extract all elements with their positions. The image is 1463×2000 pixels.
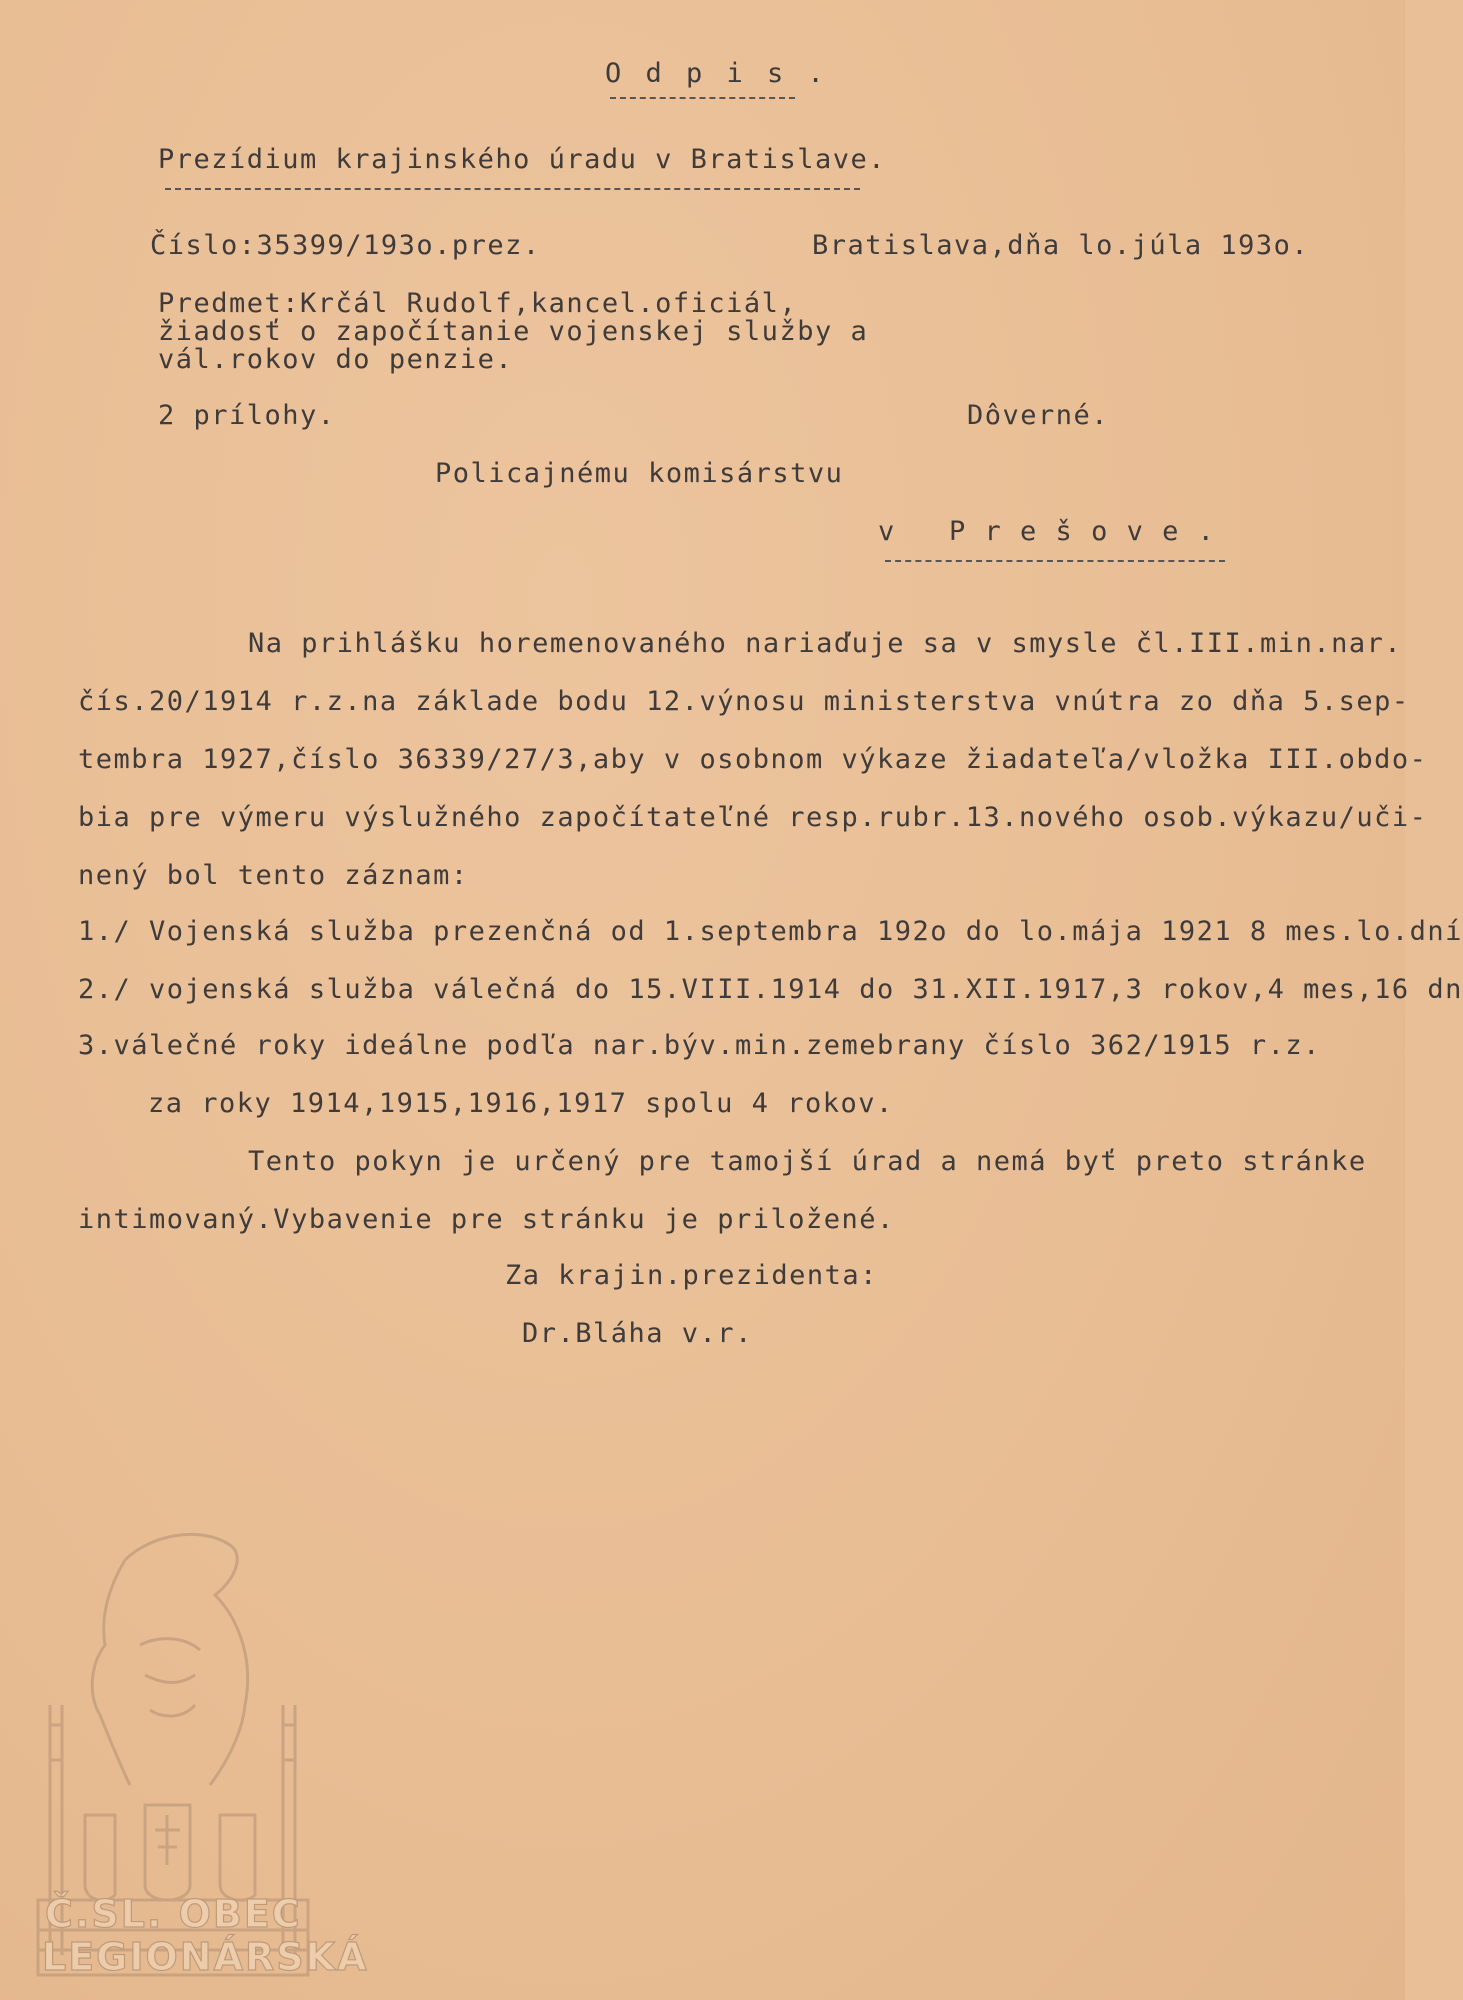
body-paragraph-1-line-1: Na prihlášku horemenovaného nariaďuje sa v smysle čl.III.min.nar. <box>248 628 1403 659</box>
title-underline <box>610 97 795 99</box>
addressee-line-2: v P r e š o v e . <box>878 516 1216 547</box>
stamp-text-line-2: LEGIONÁRSKÁ <box>42 1935 369 1979</box>
legion-emblem-stamp <box>30 1525 369 1980</box>
body-paragraph-2-line-1: Tento pokyn je určený pre tamojší úrad a nemá byť preto stránke <box>248 1146 1367 1177</box>
record-item-1: 1./ Vojenská služba prezenčná od 1.septembra 192o do lo.mája 1921 8 mes.lo.dní <box>78 916 1463 947</box>
body-paragraph-1-line-4: bia pre výmeru výslužného započítateľné resp.rubr.13.nového osob.výkazu/uči- <box>78 802 1428 833</box>
record-item-3-continuation: za roky 1914,1915,1916,1917 spolu 4 rokov. <box>148 1088 894 1119</box>
signature-line-2: Dr.Bláha v.r. <box>522 1318 753 1349</box>
subject-line-1: Predmet:Krčál Rudolf,kancel.oficiál, <box>158 288 798 319</box>
body-paragraph-2-line-2: intimovaný.Vybavenie pre stránku je priložené. <box>78 1204 895 1235</box>
record-item-2: 2./ vojenská služba válečná do 15.VIII.1914 do 31.XII.1917,3 rokov,4 mes,16 dn <box>78 974 1463 1005</box>
reference-number: Číslo:35399/193o.prez. <box>150 230 541 261</box>
office-underline <box>165 188 860 190</box>
body-paragraph-1-line-2: čís.20/1914 r.z.na základe bodu 12.výnosu ministerstva vnútra zo dňa 5.sep- <box>78 686 1410 717</box>
signature-line-1: Za krajin.prezidenta: <box>505 1260 878 1291</box>
attachments-note: 2 prílohy. <box>158 400 336 431</box>
addressee-line-1: Policajnému komisárstvu <box>435 458 844 489</box>
body-paragraph-1-line-3: tembra 1927,číslo 36339/27/3,aby v osobnom výkaze žiadateľa/vložka III.obdo- <box>78 744 1428 775</box>
place-date: Bratislava,dňa lo.júla 193o. <box>812 230 1310 261</box>
confidential-mark: Dôverné. <box>967 400 1110 431</box>
office-name: Prezídium krajinského úradu v Bratislave. <box>158 144 886 175</box>
record-item-3: 3.válečné roky ideálne podľa nar.býv.min.zemebrany číslo 362/1915 r.z. <box>78 1030 1321 1061</box>
document-title: O d p i s . <box>605 58 828 89</box>
subject-line-2: žiadosť o započítanie vojenskej služby a <box>158 316 869 347</box>
subject-line-3: vál.rokov do penzie. <box>158 344 514 375</box>
addressee-underline <box>885 560 1225 562</box>
body-paragraph-1-line-5: nený bol tento záznam: <box>78 860 469 891</box>
stamp-text-line-1: Č.SL. OBEC <box>45 1892 302 1936</box>
